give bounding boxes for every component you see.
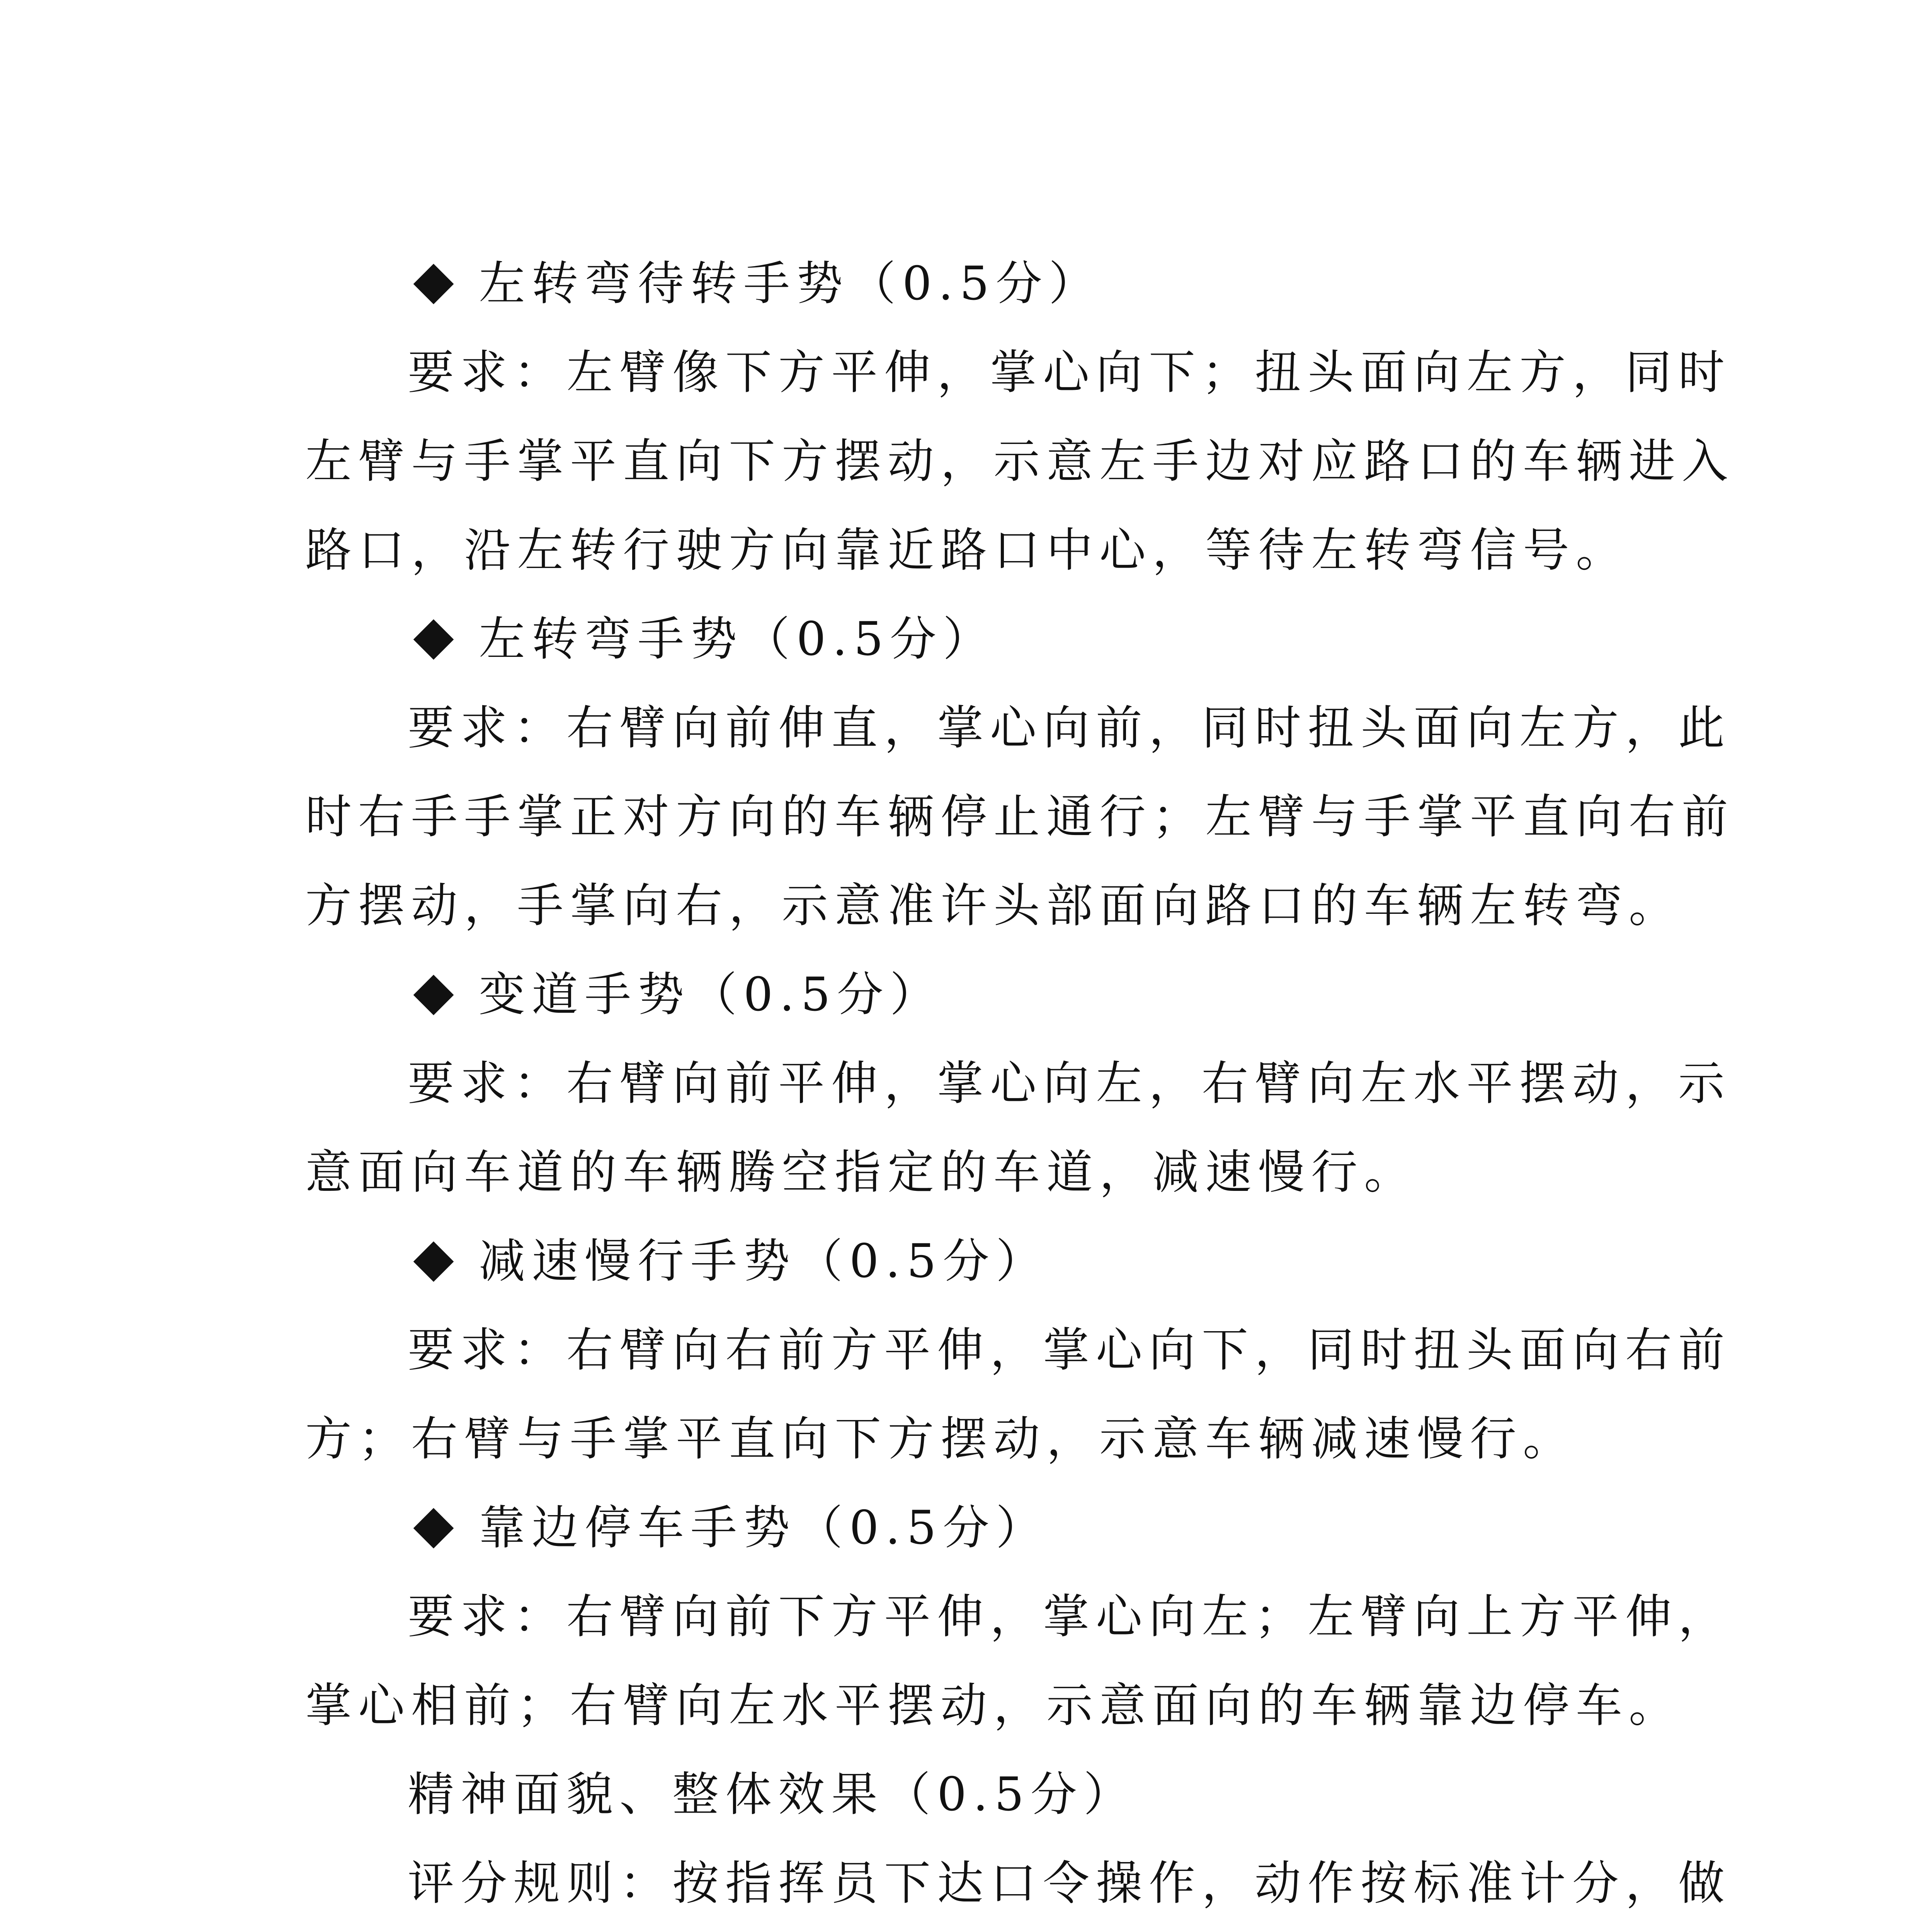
section-heading-text: 左转弯手势（0.5分） bbox=[479, 612, 996, 666]
paragraph-line: 要求：右臂向前平伸，掌心向左，右臂向左水平摆动，示 bbox=[408, 1057, 1731, 1111]
black-diamond-icon bbox=[413, 1242, 454, 1282]
section-heading-text: 减速慢行手势（0.5分） bbox=[479, 1235, 1049, 1288]
section-heading-text: 左转弯待转手势（0.5分） bbox=[479, 257, 1102, 311]
paragraph-line: 方摆动，手掌向右，示意准许头部面向路口的车辆左转弯。 bbox=[305, 879, 1682, 933]
paragraph-line: 时右手手掌正对方向的车辆停止通行；左臂与手掌平直向右前 bbox=[305, 790, 1735, 844]
section-heading-text: 靠边停车手势（0.5分） bbox=[479, 1501, 1049, 1555]
section-heading bbox=[305, 240, 1681, 328]
paragraph-line: 要求：左臂像下方平伸，掌心向下；扭头面向左方，同时 bbox=[408, 346, 1731, 400]
section-heading-text: 变道手势（0.5分） bbox=[479, 968, 943, 1022]
document-body bbox=[305, 240, 1735, 1932]
paragraph-line: 要求：右臂向前伸直，掌心向前，同时扭头面向左方，此 bbox=[408, 701, 1731, 755]
black-diamond-icon bbox=[413, 264, 454, 304]
section-heading bbox=[305, 1217, 1681, 1306]
scoring-rules-line: 评分规则：按指挥员下达口令操作，动作按标准计分，做 bbox=[408, 1857, 1731, 1910]
section-heading bbox=[305, 1484, 1681, 1573]
paragraph-line: 掌心相前；右臂向左水平摆动，示意面向的车辆靠边停车。 bbox=[305, 1679, 1682, 1733]
paragraph-line: 要求：右臂向前下方平伸，掌心向左；左臂向上方平伸， bbox=[408, 1590, 1731, 1644]
paragraph-line: 方；右臂与手掌平直向下方摆动，示意车辆减速慢行。 bbox=[305, 1412, 1576, 1466]
paragraph-line: 左臂与手掌平直向下方摆动，示意左手边对应路口的车辆进入 bbox=[305, 435, 1735, 488]
spirit-heading: 精神面貌、整体效果（0.5分） bbox=[408, 1768, 1136, 1821]
paragraph-line: 路口，沿左转行驶方向靠近路口中心，等待左转弯信号。 bbox=[305, 524, 1629, 577]
paragraph-line: 要求：右臂向右前方平伸，掌心向下，同时扭头面向右前 bbox=[408, 1323, 1731, 1377]
paragraph-line: 意面向车道的车辆腾空指定的车道，减速慢行。 bbox=[305, 1146, 1417, 1199]
black-diamond-icon bbox=[413, 975, 454, 1015]
section-heading bbox=[305, 951, 1681, 1039]
scoring-rules-line bbox=[305, 1928, 1681, 1932]
section-heading bbox=[305, 595, 1681, 684]
black-diamond-icon bbox=[413, 1508, 454, 1549]
black-diamond-icon bbox=[413, 619, 454, 660]
